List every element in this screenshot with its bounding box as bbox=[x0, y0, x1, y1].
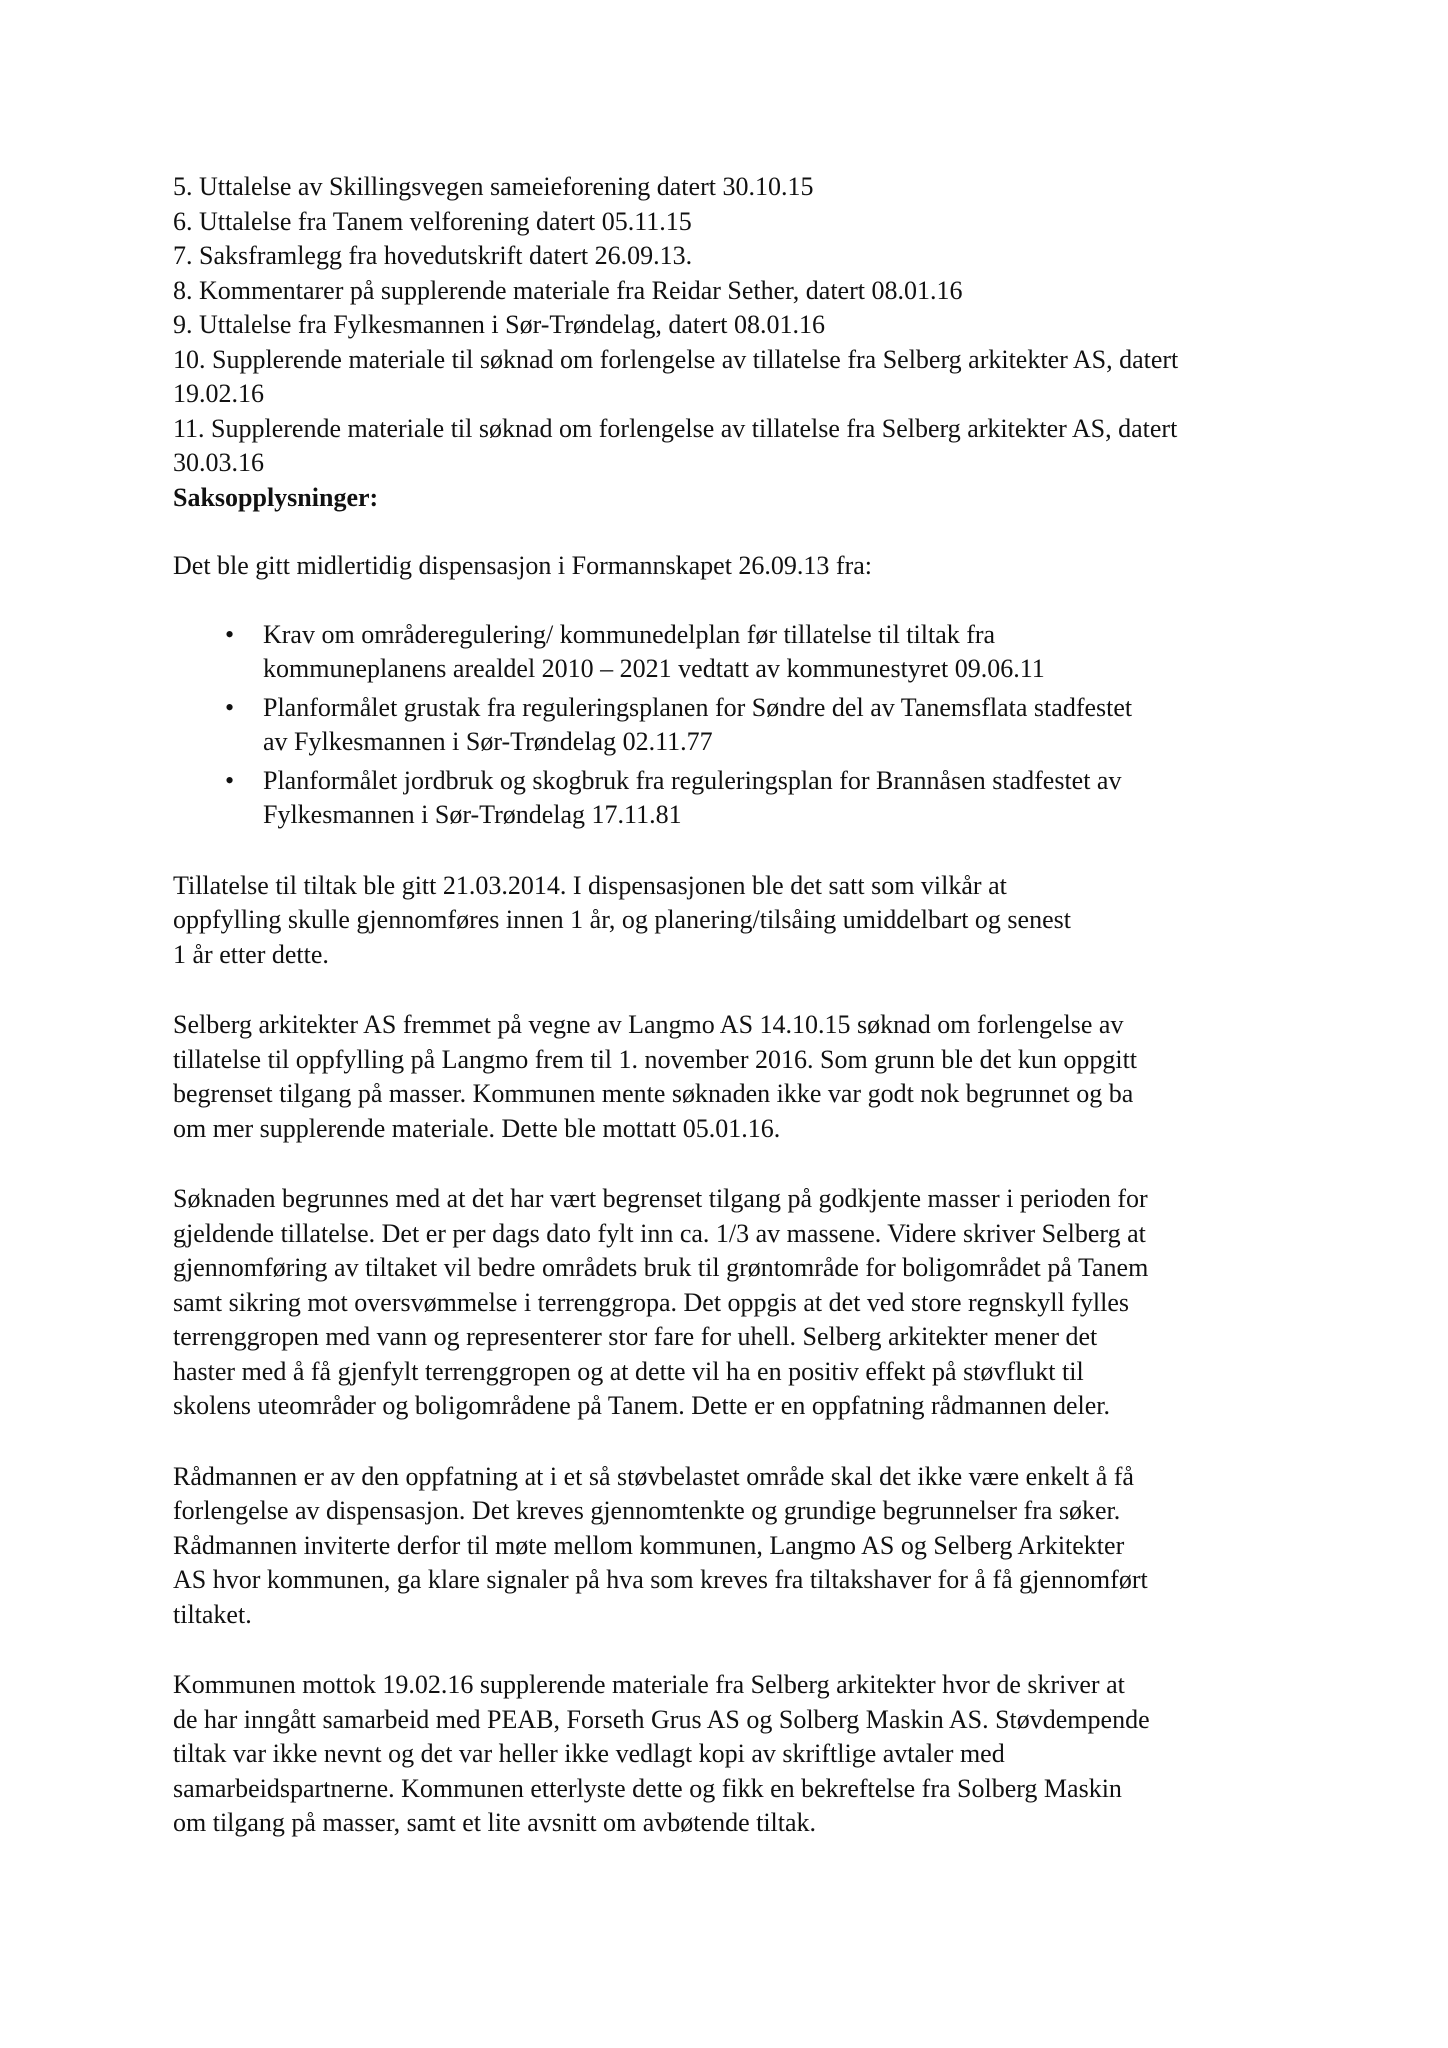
text-line: oppfylling skulle gjennomføres innen 1 år, og planering/tilsåing umiddelbart og senest bbox=[173, 905, 1071, 934]
text-line: AS hvor kommunen, ga klare signaler på hva som kreves fra tiltakshaver for å få gjennomført bbox=[173, 1565, 1148, 1594]
list-item bbox=[173, 691, 1143, 760]
text-line: terrenggropen med vann og representerer stor fare for uhell. Selberg arkitekter mener det bbox=[173, 1322, 1098, 1351]
text-line: tiltak var ikke nevnt og det var heller ikke vedlagt kopi av skriftlige avtaler med bbox=[173, 1739, 1005, 1768]
attachment-list bbox=[173, 170, 1303, 481]
body-paragraph bbox=[173, 1460, 1303, 1633]
body-paragraph bbox=[173, 1008, 1303, 1146]
body-paragraph bbox=[173, 1182, 1303, 1424]
text-line: tillatelse til oppfylling på Langmo frem til 1. november 2016. Som grunn ble det kun oppgitt bbox=[173, 1044, 1138, 1074]
text-line: om tilgang på masser, samt et lite avsnitt om avbøtende tiltak. bbox=[173, 1808, 817, 1837]
document-page bbox=[173, 170, 1303, 1841]
text-line: Selberg arkitekter AS fremmet på vegne av Langmo AS 14.10.15 søknad om forlengelse av bbox=[173, 1010, 1124, 1039]
text-line: skolens uteområder og boligområdene på Tanem. Dette er en oppfatning rådmannen deler. bbox=[173, 1391, 1110, 1420]
text-line: gjennomføring av tiltaket vil bedre områdets bruk til grøntområde for boligområdet på Tanem bbox=[173, 1253, 1149, 1282]
text-line: de har inngått samarbeid med PEAB, Forseth Grus AS og Solberg Maskin AS. Støvdempende bbox=[173, 1704, 1150, 1734]
attachment-item: 10. Supplerende materiale til søknad om forlengelse av tillatelse fra Selberg arkitekter AS, datert 19.02.16 bbox=[173, 344, 1179, 408]
list-item bbox=[173, 618, 1163, 687]
text-line: om mer supplerende materiale. Dette ble mottatt 05.01.16. bbox=[173, 1113, 781, 1143]
bullet-icon: • bbox=[225, 692, 235, 722]
text-line: gjeldende tillatelse. Det er per dags dato fylt inn ca. 1/3 av massene. Videre skriver Selberg at bbox=[173, 1218, 1146, 1248]
text-line: Tillatelse til tiltak ble gitt 21.03.2014. I dispensasjonen ble det satt som vilkår at bbox=[173, 870, 1007, 900]
list-item bbox=[173, 764, 1143, 833]
attachment-item: 6. Uttalelse fra Tanem velforening datert 05.11.15 bbox=[173, 206, 692, 236]
text-line: tiltaket. bbox=[173, 1599, 252, 1629]
attachment-item: 11. Supplerende materiale til søknad om forlengelse av tillatelse fra Selberg arkitekter AS, datert 30.03.16 bbox=[173, 413, 1178, 477]
attachment-item: 7. Saksframlegg fra hovedutskrift datert 26.09.13. bbox=[173, 241, 693, 270]
dispensation-list bbox=[173, 618, 1303, 833]
list-item-text: Krav om områderegulering/ kommunedelplan før tillatelse til tiltak fra kommuneplanens arealdel 2010 – 2021 vedtatt av kommunestyret 09.06.11 bbox=[263, 619, 1045, 683]
list-item-text: Planformålet jordbruk og skogbruk fra reguleringsplan for Brannåsen stadfestet av Fylkesmannen i Sør-Trøndelag 17.11.81 bbox=[263, 765, 1122, 829]
text-line: Søknaden begrunnes med at det har vært begrenset tilgang på godkjente masser i perioden for bbox=[173, 1184, 1148, 1213]
body-paragraph bbox=[173, 869, 1303, 973]
bullet-icon: • bbox=[225, 619, 235, 649]
attachment-item: 5. Uttalelse av Skillingsvegen sameieforening datert 30.10.15 bbox=[173, 172, 814, 201]
text-line: Kommunen mottok 19.02.16 supplerende materiale fra Selberg arkitekter hvor de skriver at bbox=[173, 1670, 1125, 1699]
bullet-icon: • bbox=[225, 765, 235, 795]
text-line: samt sikring mot oversvømmelse i terrenggropa. Det oppgis at det ved store regnskyll fylles bbox=[173, 1287, 1130, 1317]
attachment-item: 9. Uttalelse fra Fylkesmannen i Sør-Trøndelag, datert 08.01.16 bbox=[173, 310, 826, 339]
text-line: Rådmannen er av den oppfatning at i et så støvbelastet område skal det ikke være enkelt å få bbox=[173, 1461, 1134, 1491]
attachment-item: 8. Kommentarer på supplerende materiale fra Reidar Sether, datert 08.01.16 bbox=[173, 275, 963, 305]
text-line: begrenset tilgang på masser. Kommunen mente søknaden ikke var godt nok begrunnet og ba bbox=[173, 1079, 1134, 1108]
body-paragraph bbox=[173, 1668, 1303, 1841]
text-line: forlengelse av dispensasjon. Det kreves gjennomtenkte og grundige begrunnelser fra søker. bbox=[173, 1496, 1121, 1525]
text-line: Rådmannen inviterte derfor til møte mellom kommunen, Langmo AS og Selberg Arkitekter bbox=[173, 1530, 1125, 1560]
section-heading: Saksopplysninger: bbox=[173, 482, 379, 512]
list-item-text: Planformålet grustak fra reguleringsplanen for Søndre del av Tanemsflata stadfestet av Fylkesmannen i Sør-Trøndelag 02.11.77 bbox=[263, 692, 1133, 756]
text-line: haster med å få gjenfylt terrenggropen og at dette vil ha en positiv effekt på støvflukt til bbox=[173, 1356, 1084, 1386]
intro-paragraph: Det ble gitt midlertidig dispensasjon i Formannskapet 26.09.13 fra: bbox=[173, 551, 873, 580]
text-line: samarbeidspartnerne. Kommunen etterlyste dette og fikk en bekreftelse fra Solberg Maskin bbox=[173, 1773, 1122, 1803]
text-line: 1 år etter dette. bbox=[173, 939, 329, 969]
